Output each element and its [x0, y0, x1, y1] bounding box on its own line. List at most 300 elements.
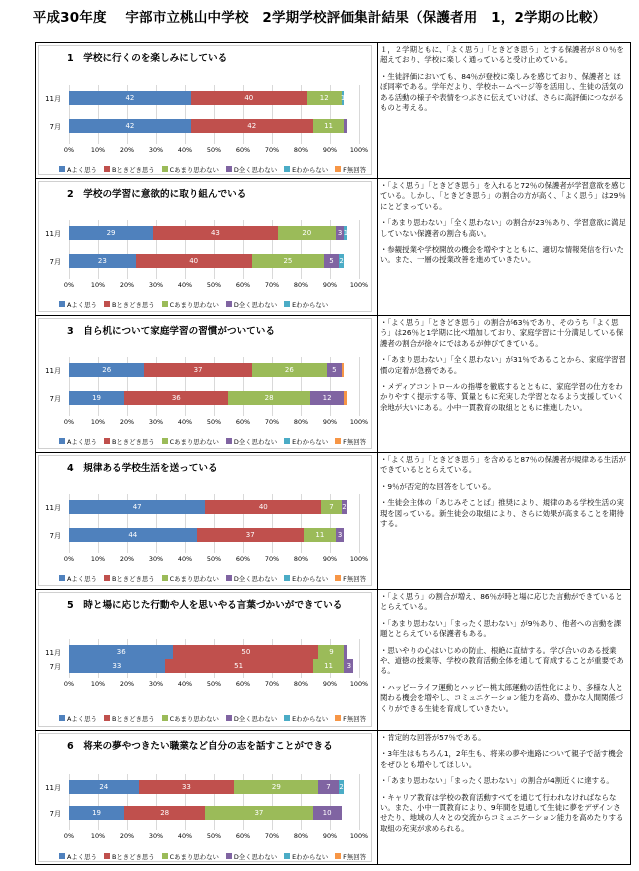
stacked-bar-11月 [69, 226, 359, 240]
tick-label: 60% [235, 832, 251, 840]
stacked-bar-7月 [69, 254, 359, 268]
legend-label: Eわからない [292, 574, 329, 583]
legend-swatch [59, 715, 65, 721]
legend-item [284, 299, 328, 309]
tick-label: 10% [90, 146, 106, 154]
chart-title: 4 規律ある学校生活を送っている [67, 463, 218, 474]
legend-item [284, 713, 328, 723]
tick-label: 10% [90, 555, 106, 563]
legend-swatch [59, 575, 65, 581]
bar-segment-b: 28 [124, 806, 205, 820]
stacked-bar-11月 [69, 91, 359, 105]
comment-paragraph: ・キャリア教育は学校の教育活動すべてを通じて行われなければならない。また、小中一貫教育により、9年間を見通して生徒に夢をデザインさせたり、地域の人々との交流からコミュニケーション能力を高めたりする取組の充実が求められる。 [380, 792, 624, 833]
comment-paragraph: ・「よく思う」「ときどき思う」の割合が63％であり、そのうち「よく思う」は26％と1学期に比べ増加しており、家庭学習に十分満足している保護者の割合が徐々にではあるが伸びてきている。 [380, 318, 624, 348]
legend-swatch [226, 853, 232, 859]
chart-panel-2 [38, 181, 372, 312]
bar-segment-d: 5 [327, 363, 342, 377]
tick-label: 70% [264, 680, 280, 688]
tick-label: 100% [349, 281, 369, 289]
chart-title: 5 時と場に応じた行動や人を思いやる言葉づかいができている [67, 600, 343, 611]
comment-paragraph: ・参観授業や学校開放の機会を増やすとともに、適切な情報発信を行いたい。また、一層の授業改善を進めていきたい。 [380, 245, 624, 265]
category-label: 11月 [45, 784, 61, 792]
legend-swatch [162, 715, 168, 721]
bar-segment-d: 3 [336, 528, 345, 542]
legend-swatch [104, 715, 110, 721]
bar-segment-a: 19 [69, 806, 124, 820]
legend-item [104, 299, 155, 309]
bar-segment-c: 9 [318, 645, 344, 659]
comment-paragraph: ・思いやりの心はいじめの防止、根絶に直結する。学び合いのある授業や、道徳の授業等、学校の教育活動全体を通して育成することが重要である。 [380, 645, 624, 676]
legend-swatch [335, 853, 341, 859]
gridline [359, 494, 360, 553]
legend-label: Aよく思う [67, 574, 97, 583]
stacked-bar-7月 [69, 528, 359, 542]
legend-swatch [104, 166, 110, 172]
legend-item [226, 436, 277, 446]
column-divider [377, 43, 378, 864]
bar-segment-e: 1 [342, 91, 345, 105]
comment-paragraph: １，２学期ともに、「よく思う」「ときどき思う」とする保護者が８０％を超えており、学校に楽しく通っていると受け止めている。 [380, 45, 624, 65]
legend-item [335, 164, 366, 174]
legend-item [226, 164, 277, 174]
x-axis [63, 418, 369, 428]
bar-segment-a: 33 [69, 659, 165, 673]
legend-item [162, 164, 219, 174]
comment-paragraph: ・「あまり思わない」「全く思わない」の割合が23％あり、学習意欲に満足していない保護者の割合も高い。 [380, 218, 626, 238]
legend-item [284, 573, 328, 583]
legend-swatch [226, 438, 232, 444]
tick-label: 20% [119, 418, 135, 426]
tick-label: 70% [264, 146, 280, 154]
legend-item [104, 436, 155, 446]
tick-label: 10% [90, 680, 106, 688]
chart-title: 3 自ら机について家庭学習の習慣がついている [67, 326, 275, 337]
bar-segment-a: 26 [69, 363, 144, 377]
legend-label: D全く思わない [233, 852, 278, 861]
chart-legend [59, 713, 369, 723]
legend-swatch [226, 166, 232, 172]
tick-label: 90% [322, 680, 338, 688]
legend-item [284, 851, 328, 861]
tick-label: 90% [322, 555, 338, 563]
tick-label: 10% [90, 281, 106, 289]
chart-panel-4 [38, 455, 372, 586]
tick-label: 90% [322, 418, 338, 426]
comment-cell-1 [380, 45, 628, 119]
legend-item [104, 851, 155, 861]
legend-swatch [284, 575, 290, 581]
chart-panel-5 [38, 592, 372, 727]
legend-label: F無回答 [343, 165, 366, 174]
legend-item [59, 713, 97, 723]
legend-swatch [59, 438, 65, 444]
comment-cell-3 [380, 318, 628, 419]
bar-segment-d: 5 [324, 254, 339, 268]
tick-label: 90% [322, 281, 338, 289]
category-label: 7月 [49, 532, 61, 540]
bar-segment-b: 36 [124, 391, 228, 405]
tick-label: 0% [63, 281, 75, 289]
bar-segment-e: 2 [339, 780, 345, 794]
x-axis [63, 555, 369, 565]
category-label: 7月 [49, 258, 61, 266]
comment-paragraph: ・肯定的な回答が57％である。 [380, 733, 486, 742]
bar-segment-d: 12 [310, 391, 345, 405]
legend-swatch [284, 715, 290, 721]
legend-label: Eわからない [292, 714, 329, 723]
tick-label: 40% [177, 146, 193, 154]
section-divider [36, 315, 630, 316]
legend-label: Cあまり思わない [169, 437, 219, 446]
legend-swatch [226, 715, 232, 721]
legend-label: F無回答 [343, 852, 366, 861]
legend-item [226, 851, 277, 861]
legend-swatch [226, 301, 232, 307]
legend-item [284, 164, 328, 174]
chart-panel-1 [38, 45, 372, 175]
page-title: 平成30年度 宇部市立桃山中学校 2学期学校評価集計結果（保護者用 1，2学期の比較） [32, 10, 607, 26]
bar-segment-d [344, 119, 347, 133]
legend-label: F無回答 [343, 574, 366, 583]
legend-swatch [162, 575, 168, 581]
legend-item [104, 164, 155, 174]
legend-item [335, 851, 366, 861]
legend-swatch [284, 853, 290, 859]
tick-label: 80% [293, 832, 309, 840]
legend-swatch [335, 575, 341, 581]
category-label: 11月 [45, 367, 61, 375]
gridline [359, 639, 360, 678]
comment-paragraph: ・「あまり思わない」「まったく思わない」が9％あり、他者への言動を課題ととらえている保護者もある。 [380, 618, 622, 639]
legend-label: Bときどき思う [111, 165, 155, 174]
legend-swatch [162, 301, 168, 307]
legend-item [59, 573, 97, 583]
bar-segment-c: 12 [307, 91, 342, 105]
legend-label: Aよく思う [67, 714, 97, 723]
bar-segment-c: 11 [304, 528, 336, 542]
legend-label: F無回答 [343, 437, 366, 446]
legend-label: Cあまり思わない [169, 574, 219, 583]
comment-paragraph: ・「あまり思わない」「まったく思わない」の割合が4割近くに達する。 [380, 776, 614, 786]
legend-swatch [335, 715, 341, 721]
tick-label: 20% [119, 680, 135, 688]
bar-segment-e: 1 [344, 226, 347, 240]
legend-label: Cあまり思わない [169, 714, 219, 723]
legend-label: D全く思わない [233, 437, 278, 446]
legend-label: Eわからない [292, 437, 329, 446]
tick-label: 90% [322, 146, 338, 154]
bar-segment-a: 19 [69, 391, 124, 405]
gridline [359, 220, 360, 279]
bar-segment-b: 40 [136, 254, 252, 268]
comment-paragraph: ・「あまり思わない」「全く思わない」が31％であることから、家庭学習習慣の定着が急務である。 [380, 355, 626, 375]
section-divider [36, 178, 630, 179]
bar-segment-b: 51 [165, 659, 313, 673]
comment-cell-2 [380, 181, 628, 272]
legend-label: Aよく思う [67, 300, 97, 309]
comment-cell-6 [380, 733, 628, 840]
tick-label: 70% [264, 832, 280, 840]
stacked-bar-7月 [69, 391, 359, 405]
tick-label: 60% [235, 281, 251, 289]
tick-label: 0% [63, 680, 75, 688]
stacked-bar-7月 [69, 119, 359, 133]
tick-label: 0% [63, 832, 75, 840]
stacked-bar-7月 [69, 659, 359, 673]
bar-segment-c: 20 [278, 226, 336, 240]
x-axis [63, 146, 369, 156]
legend-label: D全く思わない [233, 574, 278, 583]
legend-item [226, 299, 277, 309]
bar-segment-c: 37 [205, 806, 312, 820]
comment-paragraph: ・生徒会主体の「あじみそことば」推奨により、規律のある学校生活の実現を図っている。新生徒会の取組により、さらに効果が高まることを期待する。 [380, 498, 624, 529]
tick-label: 30% [148, 832, 164, 840]
category-label: 11月 [45, 95, 61, 103]
chart-panel-3 [38, 318, 372, 449]
section-divider [36, 589, 630, 590]
stacked-bar-7月 [69, 806, 359, 820]
bar-segment-a: 23 [69, 254, 136, 268]
legend-swatch [335, 166, 341, 172]
legend-swatch [335, 438, 341, 444]
legend-item [226, 713, 277, 723]
tick-label: 60% [235, 555, 251, 563]
legend-item [162, 713, 219, 723]
bar-segment-d: 2 [342, 500, 348, 514]
legend-swatch [59, 853, 65, 859]
category-label: 11月 [45, 504, 61, 512]
legend-label: Bときどき思う [111, 714, 155, 723]
tick-label: 40% [177, 680, 193, 688]
legend-item [226, 573, 277, 583]
tick-label: 100% [349, 555, 369, 563]
bar-segment-d [344, 645, 347, 659]
legend-swatch [162, 853, 168, 859]
bar-segment-a: 29 [69, 226, 153, 240]
tick-label: 40% [177, 832, 193, 840]
bar-segment-a: 42 [69, 91, 191, 105]
stacked-bar-11月 [69, 780, 359, 794]
tick-label: 0% [63, 555, 75, 563]
tick-label: 50% [206, 832, 222, 840]
legend-label: Eわからない [292, 852, 329, 861]
tick-label: 30% [148, 680, 164, 688]
bar-segment-a: 42 [69, 119, 191, 133]
x-axis [63, 281, 369, 291]
bar-segment-c: 29 [234, 780, 318, 794]
legend-label: Cあまり思わない [169, 300, 219, 309]
x-axis [63, 680, 369, 690]
tick-label: 50% [206, 281, 222, 289]
bar-segment-a: 24 [69, 780, 139, 794]
bar-segment-d: 3 [336, 226, 345, 240]
legend-label: Cあまり思わない [169, 165, 219, 174]
chart-panel-6 [38, 733, 372, 862]
tick-label: 100% [349, 146, 369, 154]
tick-label: 40% [177, 281, 193, 289]
legend-item [335, 573, 366, 583]
tick-label: 60% [235, 418, 251, 426]
bar-segment-c: 7 [321, 500, 341, 514]
bar-segment-b: 43 [153, 226, 278, 240]
legend-swatch [59, 301, 65, 307]
tick-label: 100% [349, 832, 369, 840]
category-label: 7月 [49, 123, 61, 131]
bar-segment-c: 11 [313, 659, 345, 673]
legend-label: Cあまり思わない [169, 852, 219, 861]
tick-label: 20% [119, 555, 135, 563]
bar-segment-b: 50 [173, 645, 318, 659]
legend-label: D全く思わない [233, 714, 278, 723]
section-divider [36, 452, 630, 453]
tick-label: 50% [206, 418, 222, 426]
gridline [359, 774, 360, 830]
tick-label: 90% [322, 832, 338, 840]
tick-label: 40% [177, 418, 193, 426]
bar-segment-a: 44 [69, 528, 197, 542]
tick-label: 80% [293, 418, 309, 426]
comment-cell-5 [380, 592, 628, 720]
legend-item [59, 851, 97, 861]
comment-paragraph: ・「よく思う」の割合が増え、86％が時と場に応じた言動ができているととらえている。 [380, 592, 623, 612]
stacked-bar-11月 [69, 500, 359, 514]
bar-segment-b: 42 [191, 119, 313, 133]
tick-label: 50% [206, 146, 222, 154]
legend-swatch [284, 438, 290, 444]
legend-label: D全く思わない [233, 165, 278, 174]
legend-swatch [162, 438, 168, 444]
tick-label: 60% [235, 146, 251, 154]
legend-swatch [104, 438, 110, 444]
legend-item [59, 299, 97, 309]
legend-label: Aよく思う [67, 165, 97, 174]
legend-label: Bときどき思う [111, 300, 155, 309]
tick-label: 100% [349, 680, 369, 688]
bar-segment-f [342, 363, 345, 377]
bar-segment-b: 33 [139, 780, 235, 794]
legend-item [59, 164, 97, 174]
tick-label: 10% [90, 418, 106, 426]
legend-label: Bときどき思う [111, 852, 155, 861]
chart-title: 2 学校の学習に意欲的に取り組んでいる [67, 189, 247, 200]
bar-segment-d: 3 [344, 659, 353, 673]
comment-paragraph: ・「よく思う」「ときどき思う」を入れると72％の保護者が学習意欲を感じている。しかし、「ときどき思う」の割合の方が高く、「よく思う」は29％にとどまっている。 [380, 181, 626, 211]
bar-segment-f [344, 391, 347, 405]
legend-label: Bときどき思う [111, 437, 155, 446]
tick-label: 10% [90, 832, 106, 840]
chart-title: 1 学校に行くのを楽しみにしている [67, 53, 228, 64]
bar-segment-a: 47 [69, 500, 205, 514]
tick-label: 30% [148, 281, 164, 289]
bar-segment-e: 2 [339, 254, 345, 268]
legend-item [162, 299, 219, 309]
comment-paragraph: ・生徒評価においても、84％が登校に楽しみを感じており、保護者と ほぼ同率である。学年だより、学校ホームページ等を活用し、生徒の活気のある活動の様子や表情をつぶさに伝えていけば、さらに高評価につながるものと考える。 [380, 71, 624, 113]
tick-label: 50% [206, 555, 222, 563]
tick-label: 50% [206, 680, 222, 688]
tick-label: 80% [293, 146, 309, 154]
tick-label: 30% [148, 555, 164, 563]
legend-item [162, 436, 219, 446]
tick-label: 30% [148, 418, 164, 426]
comment-paragraph: ・3年生はもちろん1，2年生も、将来の夢や進路について親子で話す機会をぜひとも増やしてほしい。 [380, 749, 624, 769]
comment-paragraph: ・メディアコントロールの指導を徹底するとともに、家庭学習の仕方をわかりやすく提示する等、質量ともに充実した学習となるよう支援していく余地が大いにある。小中一貫教育の取組とともに推進したい。 [380, 382, 624, 412]
chart-legend [59, 573, 369, 583]
bar-segment-b: 40 [191, 91, 307, 105]
tick-label: 80% [293, 281, 309, 289]
category-label: 7月 [49, 663, 61, 671]
tick-label: 100% [349, 418, 369, 426]
tick-label: 80% [293, 680, 309, 688]
category-label: 11月 [45, 649, 61, 657]
legend-swatch [226, 575, 232, 581]
tick-label: 30% [148, 146, 164, 154]
legend-swatch [104, 575, 110, 581]
legend-item [59, 436, 97, 446]
chart-legend [59, 299, 369, 309]
bar-segment-d: 10 [313, 806, 342, 820]
bar-segment-a: 36 [69, 645, 173, 659]
legend-swatch [162, 166, 168, 172]
tick-label: 0% [63, 418, 75, 426]
legend-label: Eわからない [292, 165, 329, 174]
bar-segment-b: 37 [144, 363, 251, 377]
tick-label: 60% [235, 680, 251, 688]
legend-label: F無回答 [343, 714, 366, 723]
stacked-bar-11月 [69, 363, 359, 377]
legend-swatch [59, 166, 65, 172]
bar-segment-b: 40 [205, 500, 321, 514]
comment-cell-4 [380, 455, 628, 535]
legend-label: Eわからない [292, 300, 329, 309]
tick-label: 20% [119, 281, 135, 289]
gridline [359, 85, 360, 144]
bar-segment-c: 25 [252, 254, 325, 268]
tick-label: 70% [264, 555, 280, 563]
bar-segment-c: 26 [252, 363, 327, 377]
x-axis [63, 832, 369, 842]
tick-label: 20% [119, 146, 135, 154]
chart-legend [59, 851, 369, 861]
comment-paragraph: ・「よく思う」「ときどき思う」を含めると87％の保護者が規律ある生活ができているととらえている。 [380, 455, 626, 475]
section-divider [36, 730, 630, 731]
category-label: 7月 [49, 395, 61, 403]
bar-segment-c: 28 [228, 391, 309, 405]
legend-item [335, 436, 366, 446]
category-label: 7月 [49, 810, 61, 818]
legend-item [284, 436, 328, 446]
stacked-bar-11月 [69, 645, 359, 659]
comment-paragraph: ・ハッピーライフ運動とハッピー桃太郎運動の活性化により、多様な人と関わる機会を増やし、コミュニケーション能力を高め、豊かな人間関係づくりができる生徒を育成していきたい。 [380, 682, 624, 713]
chart-legend [59, 164, 369, 174]
legend-label: D全く思わない [233, 300, 278, 309]
bar-segment-b: 37 [197, 528, 304, 542]
legend-label: Aよく思う [67, 852, 97, 861]
legend-swatch [284, 166, 290, 172]
tick-label: 20% [119, 832, 135, 840]
tick-label: 0% [63, 146, 75, 154]
legend-item [335, 713, 366, 723]
legend-swatch [104, 301, 110, 307]
legend-swatch [104, 853, 110, 859]
chart-legend [59, 436, 369, 446]
chart-title: 6 将来の夢やつきたい職業など自分の志を話すことができる [67, 741, 333, 752]
legend-item [104, 713, 155, 723]
legend-label: Aよく思う [67, 437, 97, 446]
legend-item [162, 573, 219, 583]
legend-item [162, 851, 219, 861]
legend-swatch [284, 301, 290, 307]
comment-paragraph: ・9％が否定的な回答をしている。 [380, 481, 496, 491]
